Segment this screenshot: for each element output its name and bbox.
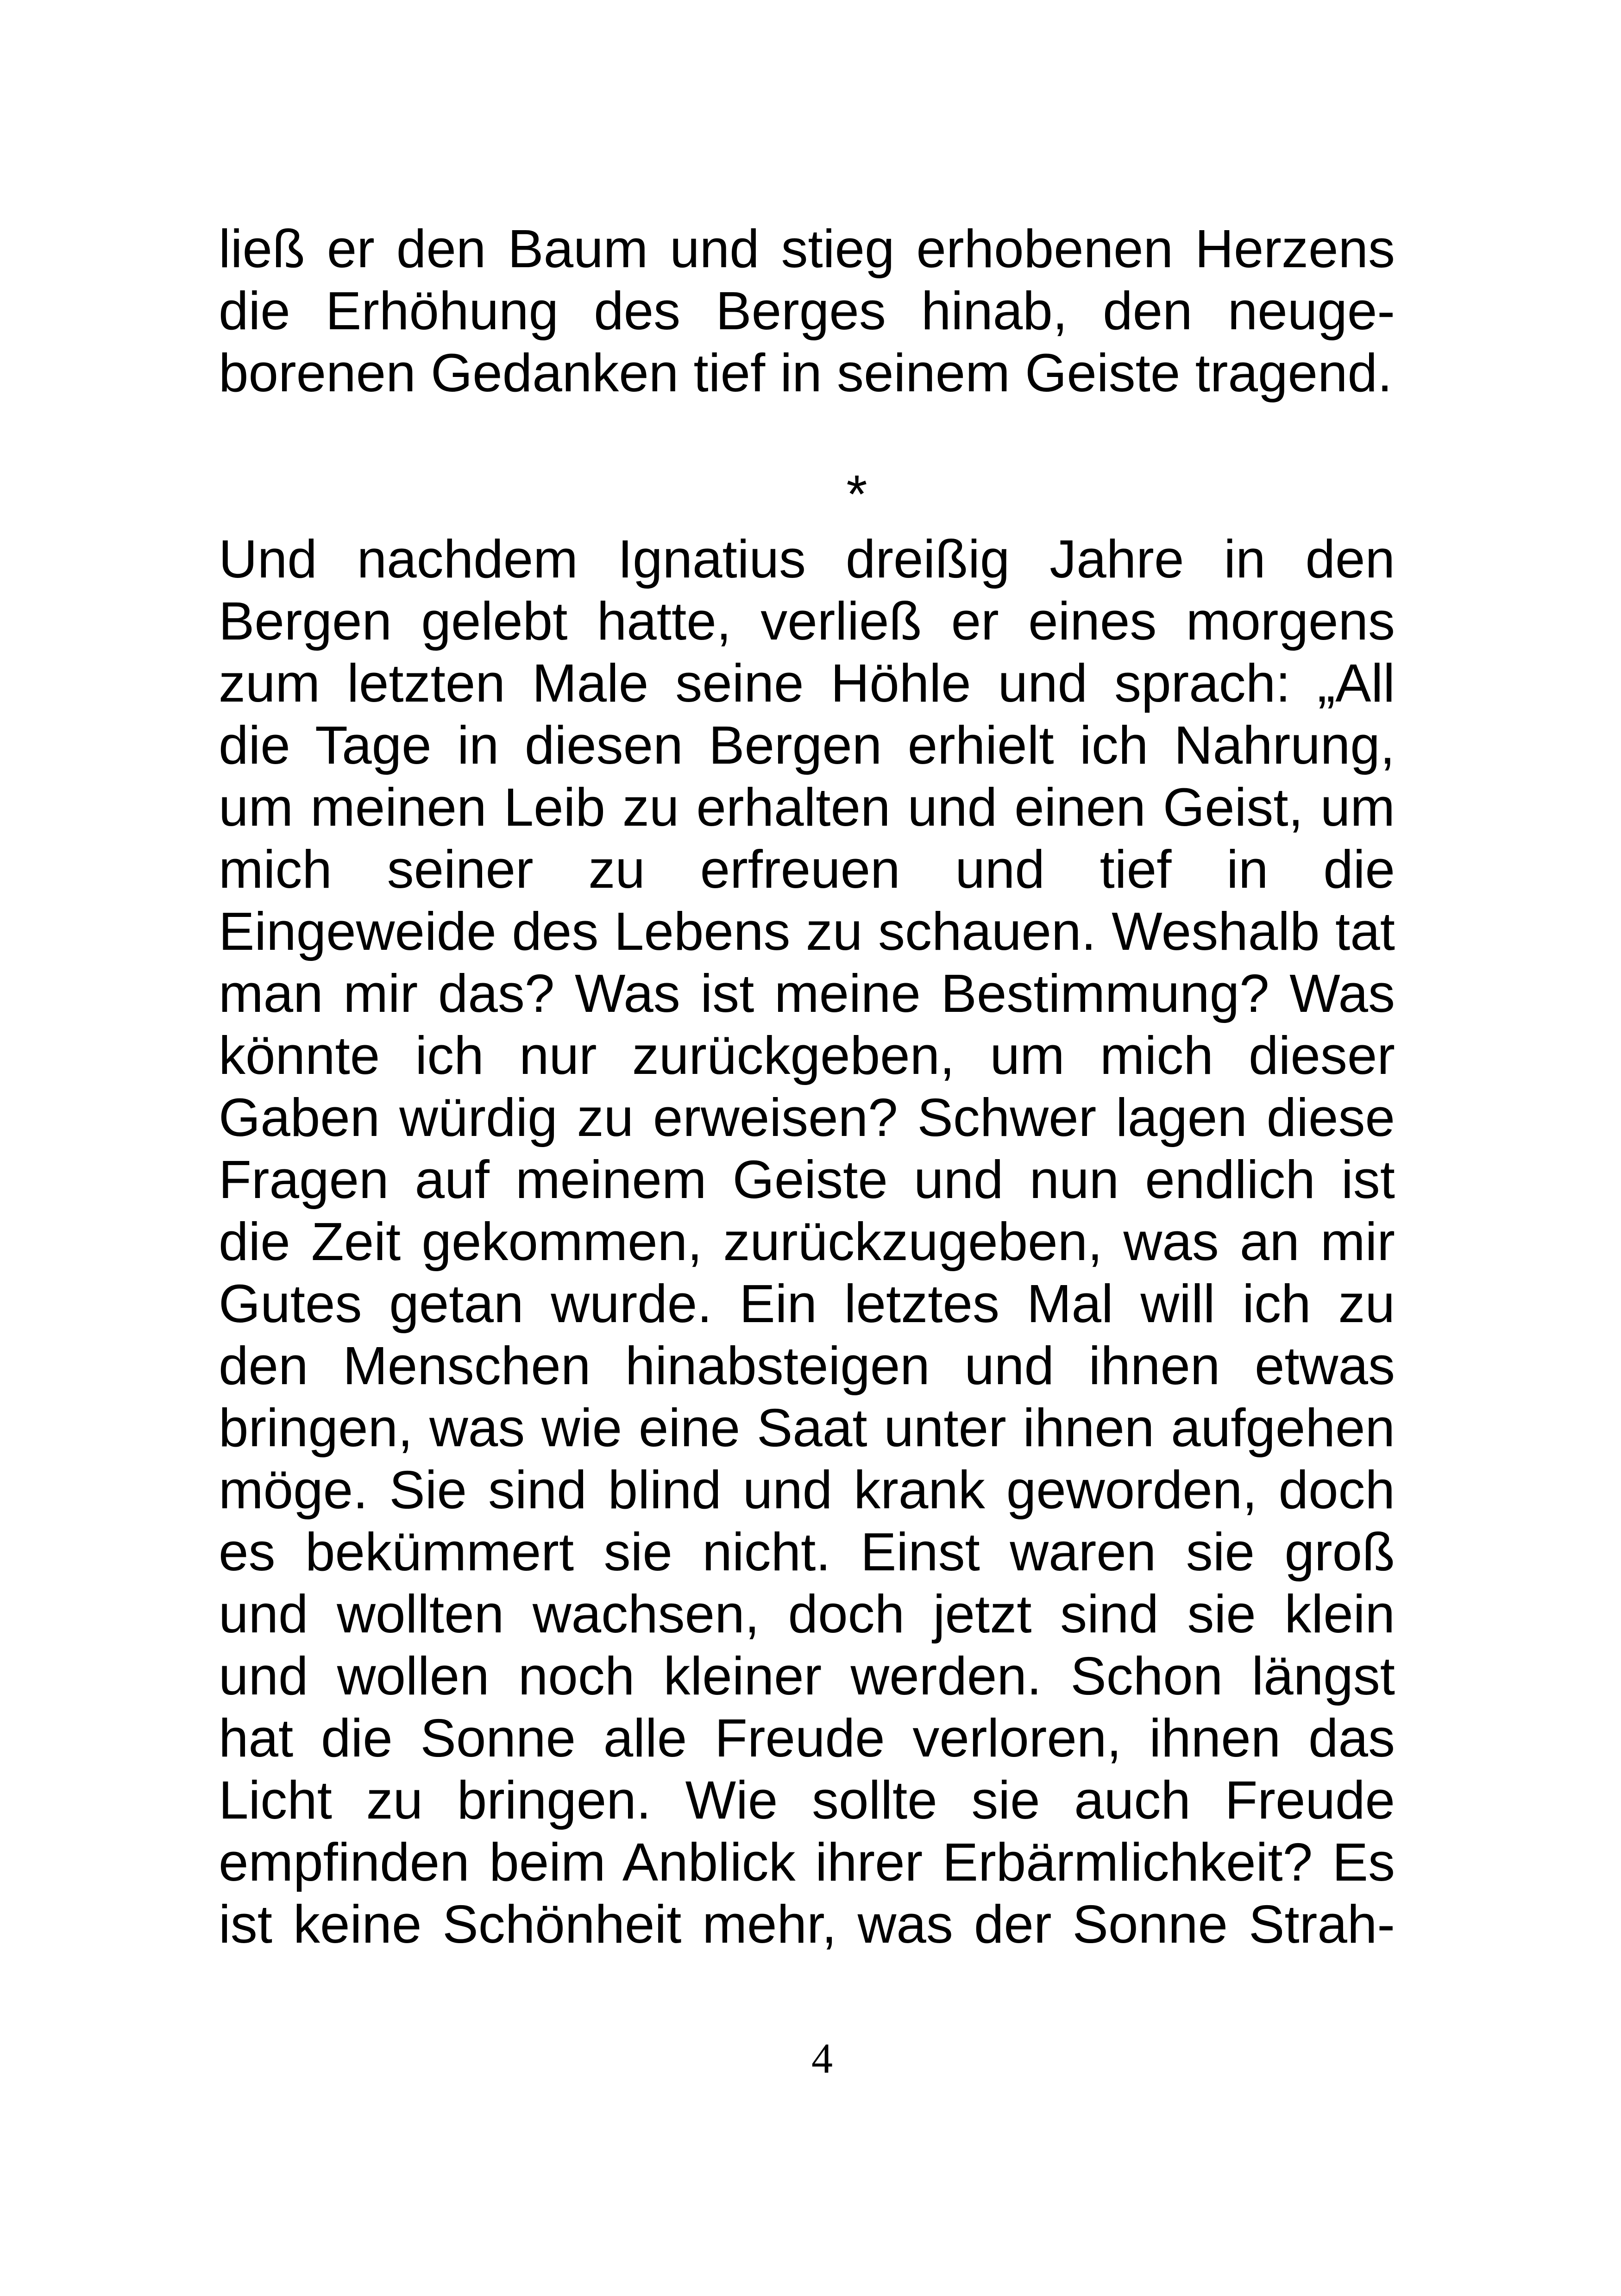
text-line: mich seiner zu erfreuen und tief in die — [219, 839, 1395, 899]
text-line: die Tage in diesen Bergen erhielt ich Nahrung, — [219, 715, 1395, 775]
text-line: man mir das? Was ist meine Bestimmung? Was — [219, 963, 1395, 1023]
text-line: bringen, was wie eine Saat unter ihnen aufgehen — [219, 1398, 1395, 1458]
text-line: um meinen Leib zu erhalten und einen Geist, um — [219, 777, 1395, 837]
text-line: ließ er den Baum und stieg erhobenen Herzens — [219, 219, 1395, 279]
text-line: Fragen auf meinem Geiste und nun endlich ist — [219, 1149, 1395, 1210]
text-line: die Zeit gekommen, zurückzugeben, was an mir — [219, 1211, 1395, 1272]
text-line: zum letzten Male seine Höhle und sprach: „All — [219, 653, 1395, 713]
text-line: ist keine Schönheit mehr, was der Sonne Strah- — [219, 1894, 1395, 1954]
text-line: könnte ich nur zurückgeben, um mich dieser — [219, 1025, 1395, 1085]
text-line: Eingeweide des Lebens zu schauen. Weshalb tat — [219, 901, 1395, 961]
paragraph-1 — [219, 218, 1395, 404]
text-line: den Menschen hinabsteigen und ihnen etwas — [219, 1336, 1395, 1396]
text-line: möge. Sie sind blind und krank geworden, doch — [219, 1460, 1395, 1520]
page-number: 4 — [811, 2035, 833, 2082]
paragraph-2 — [219, 528, 1395, 1955]
text-line: borenen Gedanken tief in seinem Geiste tragend. — [219, 343, 1393, 403]
text-line: Und nachdem Ignatius dreißig Jahre in den — [219, 529, 1395, 589]
text-line: Licht zu bringen. Wie sollte sie auch Freude — [219, 1770, 1395, 1830]
text-line: Bergen gelebt hatte, verließ er eines morgens — [219, 591, 1395, 651]
text-line: und wollen noch kleiner werden. Schon längst — [219, 1646, 1395, 1706]
text-line: Gaben würdig zu erweisen? Schwer lagen diese — [219, 1087, 1395, 1148]
text-line: hat die Sonne alle Freude verloren, ihnen das — [219, 1708, 1395, 1768]
text-line: und wollten wachsen, doch jetzt sind sie klein — [219, 1584, 1395, 1644]
text-line: es bekümmert sie nicht. Einst waren sie groß — [219, 1522, 1395, 1582]
text-line: Gutes getan wurde. Ein letztes Mal will ich zu — [219, 1273, 1395, 1334]
section-divider: * — [846, 464, 867, 524]
text-line: empfinden beim Anblick ihrer Erbärmlichkeit? Es — [219, 1832, 1395, 1892]
text-line: die Erhöhung des Berges hinab, den neuge- — [219, 281, 1395, 341]
